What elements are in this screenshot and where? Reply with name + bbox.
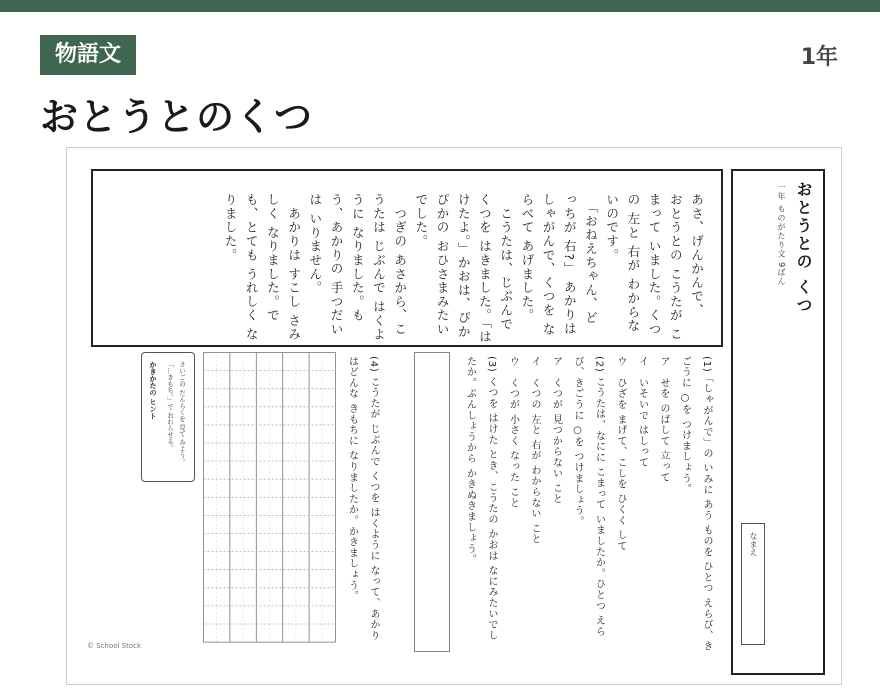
- questions-1-3: (1)「しゃがんで」の いみに あう ものを ひとつ えらび、き ごうに ○を つけましょう。 ア せを のばして 立って イ いそいで はしって ウ ひざを まげて、こしを ひくく して (2) こうたは、なにに こまって いましたか。ひとつ えら び、きごうに ○を つけましょう。 ア くつが 見つからない こと イ くつの 左と 右が わからない こと ウ くつが 小さく なった こと (3) くつを はけた とき、こうたの かおは なにみたいでし たか。ぶんしょうから かきぬきましょう。: [464, 356, 712, 652]
- hint-text: さいごの だんらくを 見て みよう。 「…きもち。」で おわらせる。: [166, 361, 186, 465]
- copyright: © School Stock: [87, 642, 142, 650]
- hint-box: [141, 352, 195, 482]
- answer-grid-q4[interactable]: [203, 352, 336, 644]
- name-label: なまえ: [749, 532, 758, 556]
- worksheet-header: [731, 169, 825, 675]
- grade-label: 1年: [800, 45, 838, 70]
- worksheet: [66, 147, 842, 685]
- top-accent-bar: [0, 0, 880, 12]
- page-title: おとうとのくつ: [40, 95, 314, 139]
- story-text: あさ、げんかんで、 おとうとの こうたが こ まって いました。くつ の 左と 右が わからな いのです。 「おねえちゃん、ど っちが 右?」 あかりは しゃがんで、くつを な らべて あげました。 こうたは、じぶんで くつを はきました。「は けたよ。」かおは、ぴか ぴかの おひさまみたい でした。 つぎの あさから、こ うたは じぶんで はくよ うに なりました。も う、あかりの 手つだい は いりません。 あかりは すこし さみ しく なりました。で も、とても うれしく な りました。: [222, 193, 704, 344]
- name-field[interactable]: [741, 523, 765, 645]
- question-4: (4) こうたが じぶんで くつを はくように なって、あかり はどんな きもちに なりましたか。かきましょう。: [346, 356, 379, 641]
- worksheet-subtitle: 一年 ものがたり文 9ばん: [777, 183, 786, 287]
- worksheet-title: おとうとの くつ: [794, 181, 813, 315]
- hint-title: かきかたの ヒント: [149, 361, 157, 420]
- answer-grid-q3[interactable]: [414, 352, 450, 652]
- story-box: [91, 169, 723, 347]
- category-badge: 物語文: [40, 35, 136, 75]
